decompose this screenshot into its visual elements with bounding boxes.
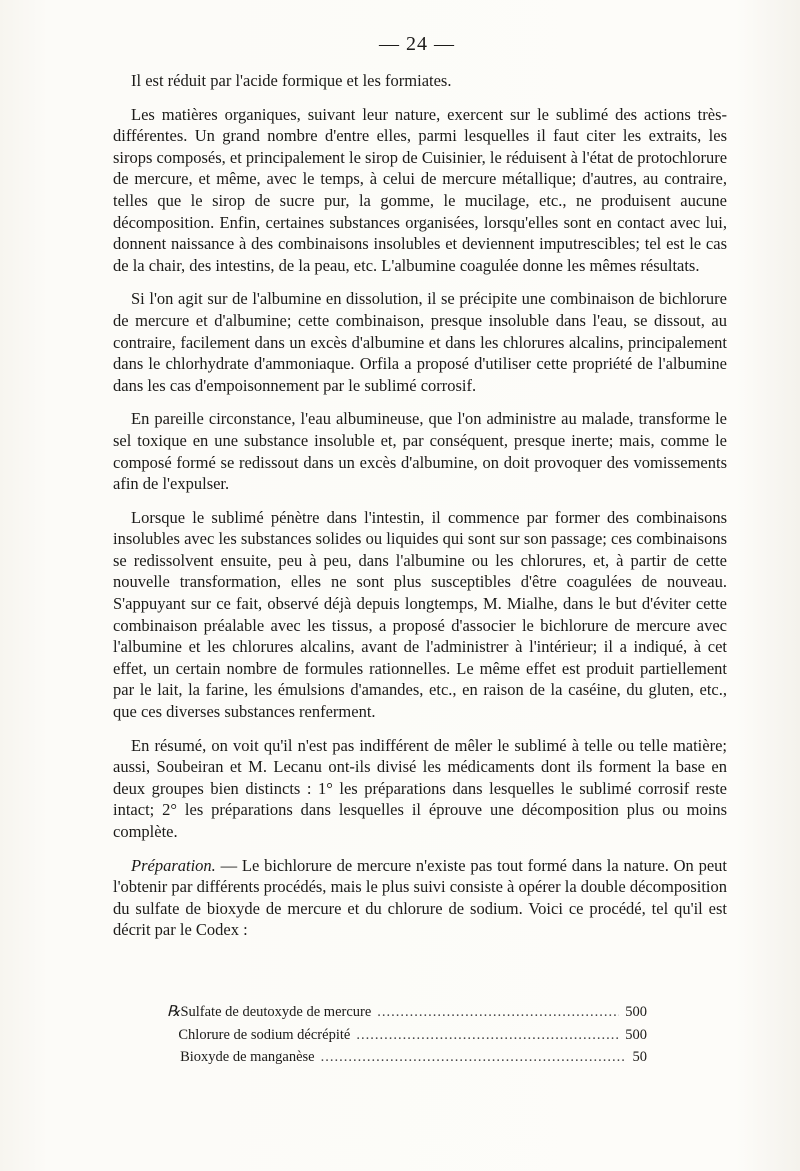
recipe-ingredient: Chlorure de sodium décrépité — [178, 1026, 351, 1043]
preparation-heading: Préparation. — [131, 855, 216, 875]
recipe-item — [167, 1024, 647, 1047]
paragraph-3: Si l'on agit sur de l'albumine en dissolution, il se précipite une combinaison de bichlorure de mercure et d'albumine; cette combinaison, presque insoluble dans l'eau, se dissout, au contraire, facilement dans un excès d'albumine et dans les chlorures alcalins, principalement dans le chlorhydrate d'ammoniaque. Orfila a proposé d'utiliser cette propriété de l'albumine dans les cas d'empoisonnement par le sublimé corrosif. — [113, 289, 727, 395]
recipe-quantity: 500 — [625, 1026, 647, 1043]
recipe-ingredient: Sulfate de deutoxyde de mercure — [180, 1004, 372, 1020]
recipe-item — [167, 1001, 647, 1024]
paragraph-1: Il est réduit par l'acide formique et les formiates. — [131, 71, 452, 90]
recipe-symbol: ℞ — [167, 1004, 181, 1020]
dot-leader — [377, 1001, 619, 1024]
body-text — [113, 70, 727, 953]
dot-leader — [356, 1024, 619, 1047]
preparation-text: — Le bichlorure de mercure n'existe pas tout formé dans la nature. On peut l'obtenir par différents procédés, mais le plus suivi consiste à opérer la double décomposition du sulfate de bioxyde de mercure et du chlorure de sodium. Voici ce procédé, tel qu'il est décrit par le Codex : — [113, 855, 727, 940]
recipe-item — [167, 1046, 647, 1069]
paragraph-4: En pareille circonstance, l'eau albumineuse, que l'on administre au malade, transforme le sel toxique en une substance insoluble et, par conséquent, presque inerte; mais, comme le composé formé se redissout dans un excès d'albumine, on doit provoquer des vomissements afin de l'expulser. — [113, 409, 727, 494]
preparation-paragraph — [113, 855, 727, 941]
paragraph-6: En résumé, on voit qu'il n'est pas indifférent de mêler le sublimé à telle ou telle matière; aussi, Soubeiran et M. Lecanu ont-ils divisé les médicaments dont ils forment la base en deux groupes bien distincts : 1° les préparations dans lesquelles le sublimé corrosif reste intact; 2° les préparations dans lesquelles il éprouve une décomposition plus ou moins complète. — [113, 735, 727, 841]
dot-leader — [321, 1046, 624, 1069]
recipe-quantity: 50 — [632, 1049, 647, 1065]
recipe-ingredient: Bioxyde de manganèse — [180, 1049, 315, 1065]
page-number: — 24 — — [379, 33, 455, 55]
recipe-list — [167, 1001, 647, 1069]
recipe-quantity: 500 — [625, 1004, 647, 1020]
paragraph-5: Lorsque le sublimé pénètre dans l'intestin, il commence par former des combinaisons insolubles avec les substances solides ou liquides qui sont sur son passage; ces combinaisons se redissolvent ensuite, peu à peu, dans l'albumine ou les chlorures, et, à partir de cette nouvelle transformation, elles ne sont plus susceptibles d'être coagulées de nouveau. S'appuyant sur ce fait, observé déjà depuis longtemps, M. Mialhe, dans le but d'éviter cette combinaison préalable avec les tissus, a proposé d'associer le bichlorure de mercure avec l'albumine et les chlorures alcalins, avant de l'administrer à l'intérieur; il a indiqué, à cet effet, un certain nombre de formules rationnelles. Le même effet est produit partiellement par le lait, la farine, les émulsions d'amandes, etc., en raison de la caséine, du gluten, etc., que ces diverses substances renferment. — [113, 507, 727, 722]
paragraph-2: Les matières organiques, suivant leur nature, exercent sur le sublimé des actions très-différentes. Un grand nombre d'entre elles, parmi lesquelles il faut citer les extraits, les sirops composés, et principalement le sirop de Cuisinier, le réduisent à l'état de protochlorure de mercure, et même, avec le temps, à celui de mercure métallique; d'autres, au contraire, telles que le sirop de sucre pur, la gomme, le mucilage, etc., ne produisent aucune décomposition. Enfin, certaines substances organisées, lorsqu'elles sont en contact avec lui, donnent naissance à des combinaisons insolubles et deviennent imputrescibles; tel est le cas de la chair, des intestins, de la peau, etc. L'albumine coagulée donne les mêmes résultats. — [113, 104, 728, 275]
